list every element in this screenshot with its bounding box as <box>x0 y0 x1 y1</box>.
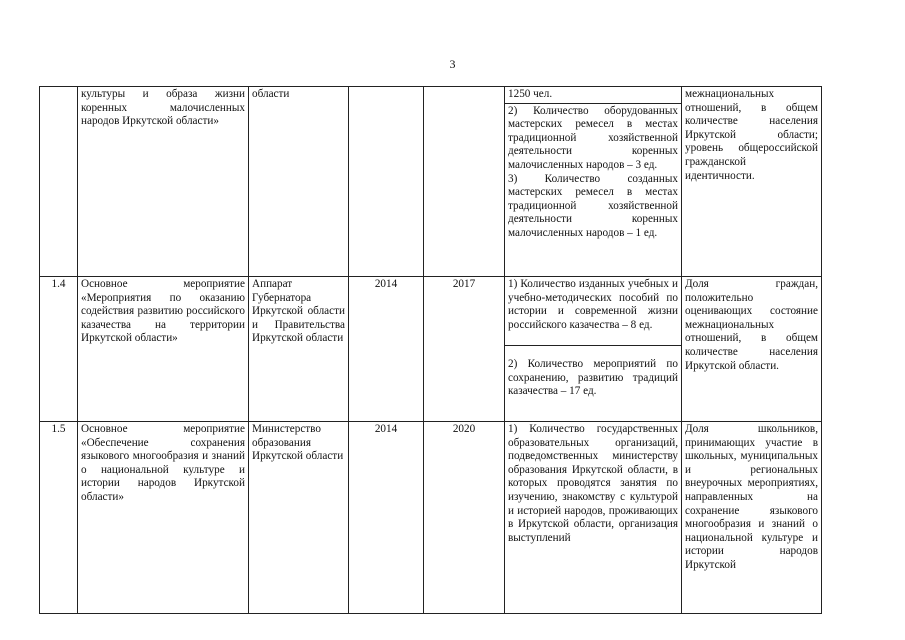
row-number: 1.5 <box>40 422 78 614</box>
row-number: 1.4 <box>40 277 78 422</box>
executor: области <box>249 87 349 277</box>
program-table <box>39 86 822 614</box>
end-year <box>424 87 505 277</box>
executor: Министерство образования Иркутской области <box>249 422 349 614</box>
start-year: 2014 <box>349 277 424 422</box>
measure-name: культуры и образа жизни коренных малочисленных народов Иркутской области» <box>78 87 249 277</box>
indicator-item: 1) Количество изданных учебных и учебно-методических пособий по истории и современной жизни российского казачества – 8 ед. <box>505 277 681 346</box>
indicator-item: 1250 чел. <box>505 87 681 104</box>
start-year: 2014 <box>349 422 424 614</box>
table-row <box>40 277 822 422</box>
table-row <box>40 87 822 277</box>
measure-name: Основное мероприятие «Обеспечение сохранения языкового многообразия и знаний о национальной культуре и истории народов Иркутской области» <box>78 422 249 614</box>
expected-result: Доля школьников, принимающих участие в школьных, муниципальных и региональных внеурочных мероприятиях, направленных на сохранение языкового многообразия и знаний о национальной культуре и истории народов Иркутской <box>682 422 822 614</box>
table-row <box>40 422 822 614</box>
start-year <box>349 87 424 277</box>
indicator-item: 3) Количество созданных мастерских ремесел в местах традиционной хозяйственной деятельности коренных малочисленных народов – 1 ед. <box>508 172 678 239</box>
end-year: 2020 <box>424 422 505 614</box>
measure-name: Основное мероприятие «Мероприятия по оказанию содействия развитию российского казачества на территории Иркутской области» <box>78 277 249 422</box>
indicator-item: 2) Количество мероприятий по сохранению, развитию традиций казачества – 17 ед. <box>508 358 678 398</box>
executor: Аппарат Губернатора Иркутской области и Правительства Иркутской области <box>249 277 349 422</box>
indicators-cell <box>505 87 682 277</box>
indicator-item: 2) Количество оборудованных мастерских ремесел в местах традиционной хозяйственной деятельности коренных малочисленных народов – 3 ед. <box>508 104 678 171</box>
page-number: 3 <box>449 57 456 71</box>
expected-result: Доля граждан, положительно оценивающих состояние межнациональных отношений, в общем количестве населения Иркутской области. <box>682 277 822 422</box>
end-year: 2017 <box>424 277 505 422</box>
expected-result: межнациональных отношений, в общем количестве населения Иркутской области; уровень общероссийской гражданской идентичности. <box>682 87 822 277</box>
row-number <box>40 87 78 277</box>
indicators-cell <box>505 277 682 422</box>
indicator-item: 1) Количество государственных образовательных организаций, подведомственных министерству образования Иркутской области, в которых проводятся занятия по изучению, знакомству с культурой и историей народов, проживающих в Иркутской области, организация выступлений <box>505 422 682 614</box>
